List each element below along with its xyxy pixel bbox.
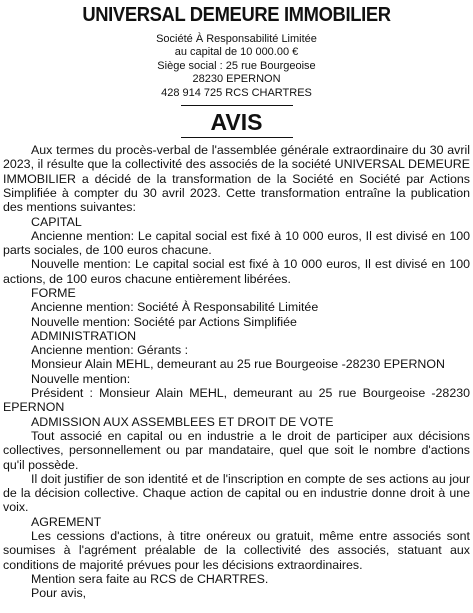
section-heading-administration: ADMINISTRATION [31,328,137,343]
company-city: 28230 EPERNON [192,73,281,86]
notice-title: AVIS [210,109,263,136]
paragraph-signoff: Pour avis, [31,586,87,601]
divider-bottom [181,137,293,138]
section-heading-forme: FORME [31,286,76,300]
company-legal-form: Société À Responsabilité Limitée [156,33,317,45]
paragraph-intro: Aux termes du procès-verbal de l'assemblée générale extraordinaire du 30 avril 2023, il résulte que la collectivité des associés de la société UNIVERSAL DEMEURE IMMOBILIER a décidé de la transformation de la Société en Société par Actions Simplifiée à compter du 30 avril 2023. Cette transformation entraîne la publication des mentions suivantes: [3,143,470,215]
paragraph-forme-old: Ancienne mention: Société À Responsabilité Limitée [31,300,319,315]
section-heading-admission: ADMISSION AUX ASSEMBLEES ET DROIT DE VOTE [31,414,334,429]
company-name: UNIVERSAL DEMEURE IMMOBILIER [82,4,391,26]
paragraph-rcs: Mention sera faite au RCS de CHARTRES. [31,571,269,586]
paragraph-capital-new: Nouvelle mention: Le capital social est fixé à 10 000 euros, Il est divisé en 100 actions, de 100 euros chacune entièrement libérées. [3,257,470,286]
divider-top [181,105,293,106]
paragraph-admin-old-manager: Monsieur Alain MEHL, demeurant au 25 rue Bourgeoise -28230 EPERNON [31,357,445,372]
paragraph-identity: Il doit justifier de son identité et de l'inscription en compte de ses actions au jour de la décision collective. Chaque action de capital ou en industrie donne droit à une voix. [3,471,470,515]
paragraph-admin-new-president: Président : Monsieur Alain MEHL, demeurant au 25 rue Bourgeoise -28230 EPERNON [3,386,470,415]
company-address: Siège social : 25 rue Bourgeoise [157,59,316,72]
paragraph-admin-new: Nouvelle mention: [31,371,131,386]
paragraph-admission: Tout associé en capital ou en industrie a le droit de participer aux décisions collectives, personnellement ou par mandataire, quel que soit le nombre d'actions qu'il possède. [3,428,470,472]
paragraph-forme-new: Nouvelle mention: Société par Actions Simplifiée [31,314,297,329]
company-capital: au capital de 10 000.00 € [174,46,299,59]
company-rcs: 428 914 725 RCS CHARTRES [161,86,312,99]
company-info [3,33,470,100]
paragraph-admin-old: Ancienne mention: Gérants : [31,343,189,358]
paragraph-agrement: Les cessions d'actions, à titre onéreux ou gratuit, même entre associés sont soumises à l'agrément préalable de la collectivité des associés, statuant aux conditions de majorité prévues pour les décisions extraordinaires. [3,529,470,572]
notice-body [3,143,470,601]
section-heading-agrement: AGREMENT [31,514,102,529]
section-heading-capital: CAPITAL [31,214,82,229]
paragraph-capital-old: Ancienne mention: Le capital social est fixé à 10 000 euros, Il est divisé en 100 parts sociales, de 100 euros chacune. [3,228,470,258]
